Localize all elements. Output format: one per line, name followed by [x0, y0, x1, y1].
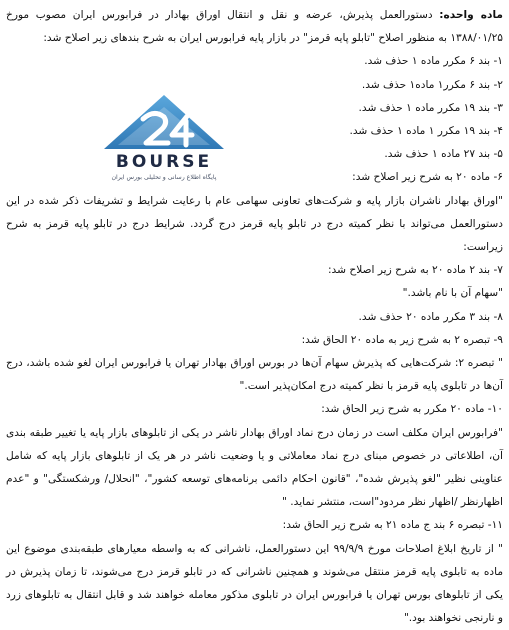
article-20-bis-paragraph: "فرابورس ایران مکلف است در زمان درج نماد اوراق بهادار ناشر در یکی از تابلوهای بازار پایه یا تغییر طبقه بندی آن، اطلاعاتی در خصوص مبنای درج نماد معاملاتی و یا وضعیت ناشر در هر یک از تابلوهای بازار پایه که شامل عناوینی نظیر "لغو پذیرش شده"، "قانون احکام دائمی برنامه‌های توسعه کشور"، "انحلال/ ورشکستگی" و "عدم اظهارنظر /اظهار نظر مردود"است، منتشر نماید. " [6, 426, 503, 509]
list-item: ۶- ماده ۲۰ به شرح زیر اصلاح شد: [352, 171, 503, 184]
intro-text: دستورالعمل پذیرش، عرضه و نقل و انتقال اوراق بهادار در فرابورس ایران مصوب مورخ ۱۳۸۸/۰۱/۲۵ به منظور اصلاح "تابلو پایه قرمز" در بازار پایه فرابورس ایران به شرح بندهای زیر اصلاح شد: [6, 9, 503, 45]
list-item: ۱- بند ۶ مکرر ماده ۱ حذف شد. [364, 55, 503, 68]
bourse-logo-mark [88, 93, 240, 181]
bourse-logo [88, 93, 240, 181]
list-item: ۳- بند ۱۹ مکرر ماده ۱ حذف شد. [358, 101, 503, 114]
list-item: ۹- تبصره ۲ به شرح زیر به ماده ۲۰ الحاق شد: [301, 333, 503, 346]
intro-paragraph [6, 4, 503, 50]
note-2-paragraph: " تبصره ۲: شرکت‌هایی که پذیرش سهام آن‌ها در بورس اوراق بهادار تهران یا فرابورس ایران لغو شده باشد، درج آن‌ها در تابلوی پایه قرمز با نظر کمیته درج امکان‌پذیر است." [6, 357, 503, 393]
document-body [6, 4, 503, 630]
list-item: ۸- بند ۳ مکرر ماده ۲۰ حذف شد. [358, 310, 503, 323]
list-item: ۷- بند ۲ ماده ۲۰ به شرح زیر اصلاح شد: [327, 264, 503, 277]
article-20-paragraph: "اوراق بهادار ناشران بازار پایه و شرکت‌های تعاونی سهامی عام با رعایت شرایط و تشریفات ذکر شده در این دستورالعمل می‌تواند با نظر کمیته درج در تابلو پایه قرمز درج گردد. شرایط درج در تابلو پایه قرمز به شرح زیراست: [6, 194, 503, 254]
quote-7: "سهام آن با نام باشد." [402, 287, 503, 300]
list-item: ۱۰- ماده ۲۰ مکرر به شرح زیر الحاق شد: [321, 403, 503, 416]
list-item: ۵- بند ۲۷ ماده ۱ حذف شد. [384, 148, 503, 161]
intro-label: ماده واحده: [439, 9, 503, 21]
logo-tagline: پایگاه اطلاع رسانی و تحلیلی بورس ایران [111, 174, 217, 181]
list-item: ۱۱- تبصره ۶ بند ج ماده ۲۱ به شرح زیر الحاق شد: [282, 519, 503, 532]
list-item: ۴- بند ۱۹ مکرر ۱ ماده ۱ حذف شد. [349, 125, 503, 138]
logo-wordmark: BOURSE [115, 152, 213, 172]
list-item: ۲- بند ۶ مکرر۱ ماده۱ حذف شد. [361, 78, 503, 91]
note-6-paragraph: " از تاریخ ابلاغ اصلاحات مورخ ۹۹/۹/۹ این دستورالعمل، ناشرانی که به واسطه معیارهای طبقه‌بندی موضوع این ماده به تابلوی پایه قرمز منتقل می‌شوند و همچنین ناشرانی که در تابلو قرمز درج می‌شوند، تا زمان پذیرش در یکی از تابلوهای بورس تهران یا فرابورس ایران در تابلوی مذکور معامله خواهند شد و قابل انتقال به تابلوهای زرد و نارنجی نخواهند بود." [6, 542, 503, 625]
